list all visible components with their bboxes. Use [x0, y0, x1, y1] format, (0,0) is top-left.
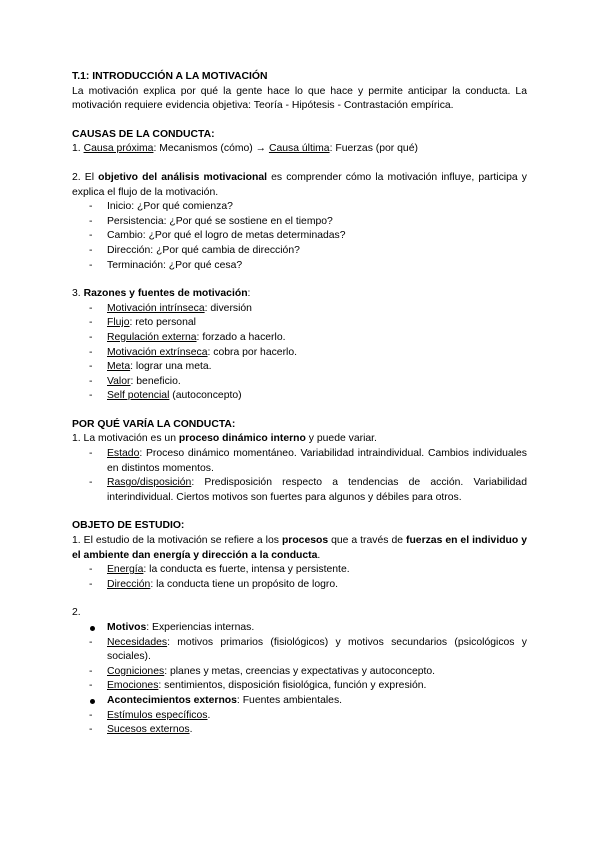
causas-heading: CAUSAS DE LA CONDUCTA: [72, 128, 215, 140]
list-item: - Cambio: ¿Por qué el logro de metas determinadas? [89, 230, 346, 242]
varia-line-1: 1. La motivación es un proceso dinámico interno y puede variar. [72, 433, 377, 445]
objeto-line-2: 2. [72, 607, 81, 619]
list-item: - Dirección: la conducta tiene un propósito de logro. [89, 578, 339, 590]
list-item: - Estímulos específicos. [89, 709, 211, 721]
list-item: - Persistencia: ¿Por qué se sostiene en el tiempo? [89, 215, 333, 227]
bullet-icon [90, 699, 95, 704]
list-item: Acontecimientos externos: Fuentes ambientales. [72, 694, 527, 709]
causa-proxima-term: Causa próxima [83, 143, 154, 155]
document-page [72, 70, 527, 738]
questions-list [72, 200, 527, 273]
list-item: - Terminación: ¿Por qué cesa? [89, 259, 243, 271]
list-item: - Motivación extrínseca: cobra por hacerlo. [89, 346, 298, 358]
fuentes-list [72, 621, 527, 738]
razones-list [72, 302, 527, 404]
list-item: - Regulación externa: forzado a hacerlo. [89, 331, 286, 343]
objetivo-paragraph: 2. El objetivo del análisis motivacional es comprender cómo la motivación influye, participa y explica el flujo de la motivación. [72, 171, 527, 198]
list-item: - Estado: Proceso dinámico momentáneo. Variabilidad intraindividual. Cambios individuales en distintos momentos. [89, 448, 527, 474]
document-title: T.1: INTRODUCCIÓN A LA MOTIVACIÓN [72, 71, 268, 82]
intro-paragraph: La motivación explica por qué la gente hace lo que hace y permite anticipar la conducta. La motivación requiere evidencia objetiva: Teoría - Hipótesis - Contrastación empírica. [72, 85, 527, 112]
list-item: - Necesidades: motivos primarios (fisiológicos) y motivos secundarios (psicológicos y sociales). [89, 636, 527, 663]
list-item: Motivos: Experiencias internas. [72, 621, 527, 636]
objeto-line-1: 1. El estudio de la motivación se refiere a los procesos que a través de fuerzas en el individuo y el ambiente dan energía y dirección a la conducta. [72, 535, 528, 561]
list-item: - Emociones: sentimientos, disposición fisiológica, función y expresión. [89, 680, 427, 692]
varia-list [72, 447, 527, 505]
list-item: - Flujo: reto personal [89, 317, 196, 329]
list-item: - Energía: la conducta es fuerte, intensa y persistente. [89, 564, 350, 576]
list-item: - Valor: beneficio. [89, 375, 181, 387]
razones-heading: 3. Razones y fuentes de motivación: [72, 288, 251, 300]
list-item: - Rasgo/disposición: Predisposición respecto a tendencias de acción. Variabilidad interindividual. Ciertos motivos son fuertes para algunos y débiles para otros. [89, 477, 527, 503]
list-item: - Meta: lograr una meta. [89, 361, 212, 373]
list-item: - Self potencial (autoconcepto) [89, 390, 242, 402]
objeto-list [72, 563, 527, 592]
bullet-icon [90, 626, 95, 631]
varia-heading: POR QUÉ VARÍA LA CONDUCTA: [72, 418, 236, 430]
causas-line-1: 1. Causa próxima: Mecanismos (cómo) → Causa última: Fuerzas (por qué) [72, 143, 418, 155]
objeto-heading: OBJETO DE ESTUDIO: [72, 520, 185, 532]
list-item: - Sucesos externos. [89, 724, 193, 736]
list-item: - Inicio: ¿Por qué comienza? [89, 201, 233, 213]
list-item: - Dirección: ¿Por qué cambia de dirección? [89, 244, 300, 256]
list-item: - Motivación intrínseca: diversión [89, 302, 252, 314]
causa-ultima-term: Causa última [268, 143, 330, 155]
list-item: - Cogniciones: planes y metas, creencias y expectativas y autoconcepto. [89, 665, 436, 677]
